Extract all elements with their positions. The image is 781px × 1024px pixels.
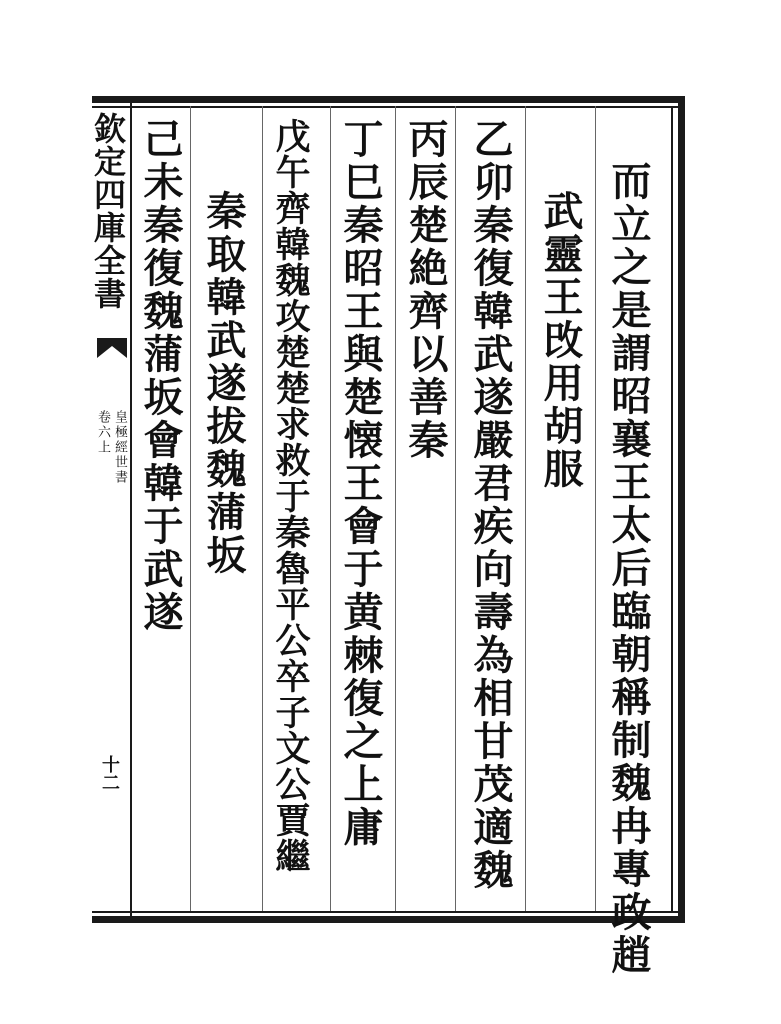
text-column-3: 乙卯秦復韓武遂嚴君疾向壽為相甘茂適魏 xyxy=(467,118,514,892)
column-divider xyxy=(595,106,596,911)
right-border-inner xyxy=(671,106,673,911)
column-divider xyxy=(395,106,396,911)
text-column-1: 而立之是謂昭襄王太后臨朝稱制魏冉專政趙 xyxy=(605,160,652,977)
folio-number: 十二 xyxy=(99,755,120,791)
section-subtitle: 卷六上 xyxy=(95,410,110,455)
text-column-2: 武靈王攺用胡服 xyxy=(537,190,584,491)
bottom-border-inner xyxy=(92,911,682,913)
text-column-8: 己未秦復魏蒲坂會韓于武遂 xyxy=(137,118,184,634)
column-divider xyxy=(190,106,191,911)
text-column-5: 丁巳秦昭王與楚懐王會于黄棘復之上庸 xyxy=(337,118,384,849)
column-divider xyxy=(330,106,331,911)
bottom-border xyxy=(92,916,682,923)
column-divider xyxy=(455,106,456,911)
column-divider xyxy=(525,106,526,911)
top-border-inner xyxy=(92,106,682,108)
text-column-6: 戊午齊韓魏攻楚楚求救于秦魯平公卒子文公賈繼 xyxy=(270,118,311,874)
text-column-4: 丙辰楚絶齊以善秦 xyxy=(402,118,449,462)
column-divider xyxy=(262,106,263,911)
fishtail-mark-icon xyxy=(97,338,127,358)
book-title: 欽定四庫全書 xyxy=(89,112,127,310)
margin-divider xyxy=(130,96,132,923)
text-column-7: 秦取韓武遂拔魏蒲坂 xyxy=(200,190,247,577)
section-title: 皇極經世書 xyxy=(112,410,127,485)
top-border xyxy=(92,96,682,103)
right-border xyxy=(678,96,685,923)
